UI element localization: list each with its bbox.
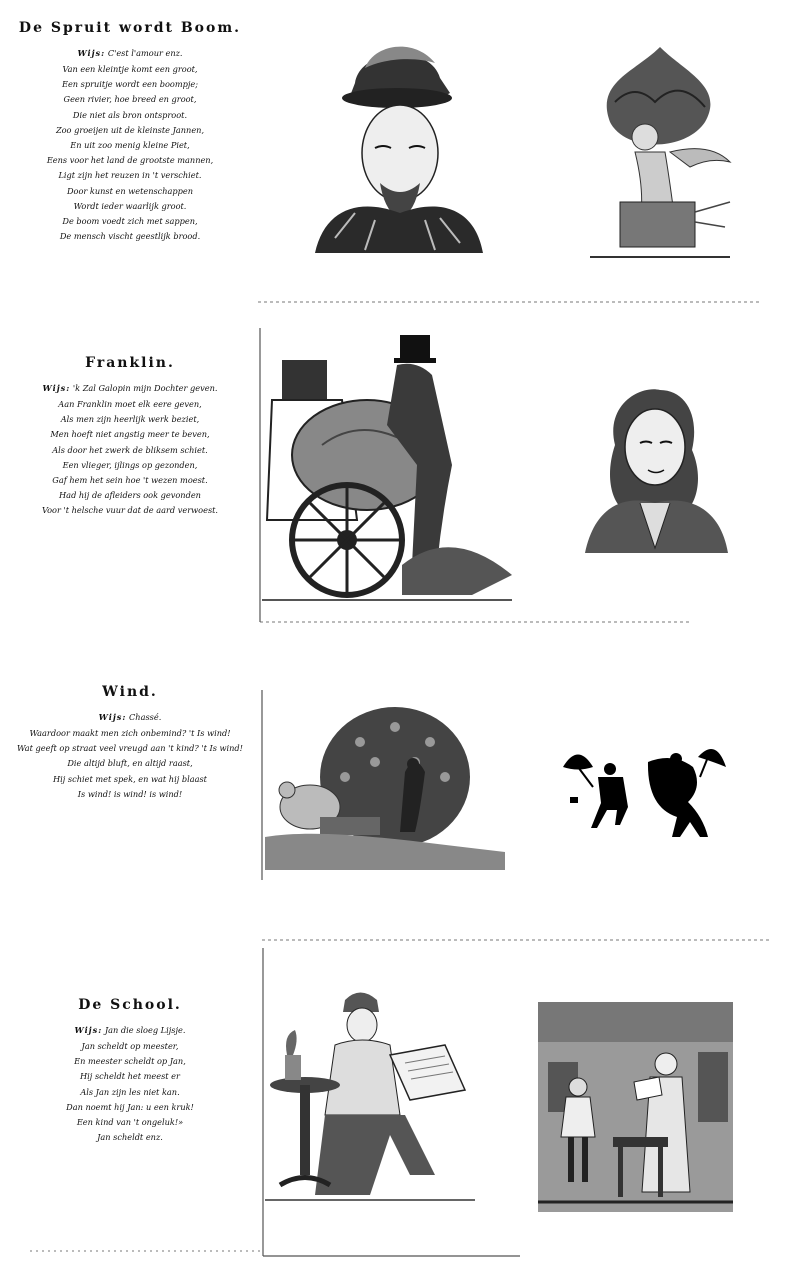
poem-block xyxy=(0,20,260,244)
tune-label: Wijs: xyxy=(98,712,127,722)
verse-line: Jan scheldt enz. xyxy=(97,1132,163,1143)
verse-line: Een spruitje wordt een boompje; xyxy=(61,79,199,90)
man-reading-newspaper-at-table xyxy=(265,985,480,1210)
verse-line: Wordt ieder waarlijk groot. xyxy=(73,200,187,211)
verse-line: En uit zoo menig kleine Piet, xyxy=(70,140,190,151)
verse-line: Geen rivier, hoe breed en groot, xyxy=(63,94,197,105)
tune-line xyxy=(0,1025,260,1035)
peacock-and-hen xyxy=(265,702,510,872)
verse-line: Als Jan zijn les niet kan. xyxy=(80,1086,180,1097)
poem-title: Wind. xyxy=(102,684,158,700)
poem-title: De School. xyxy=(78,997,182,1013)
section-de-spruit-wordt-boom xyxy=(0,0,795,300)
verse-line: Van een kleintje komt een groot, xyxy=(62,64,198,74)
silhouette-people-umbrellas-in-wind xyxy=(558,747,728,842)
section-de-school xyxy=(0,940,795,1260)
poem-block xyxy=(0,355,260,519)
verse-line: Eens voor het land de grootste mannen, xyxy=(46,155,214,166)
verse-line: Die altijd bluft, en altijd raast, xyxy=(67,758,193,769)
verse-line: Ligt zijn het reuzen in 't verschiet. xyxy=(58,170,202,181)
verse-line: Dan noemt hij Jan: u een kruk! xyxy=(66,1101,194,1112)
verse-line: Is wind! is wind! is wind! xyxy=(77,788,183,799)
poem-title: Franklin. xyxy=(85,355,175,371)
verse-line: Een kind van 't ongeluk!» xyxy=(76,1117,184,1128)
verse-line: Gaf hem het sein hoe 't wezen moest. xyxy=(52,475,208,486)
verse-line: Een vlieger, ijlings op gezonden, xyxy=(62,459,198,470)
tune-name: C'est l'amour enz. xyxy=(107,48,183,58)
poem-title: De Spruit wordt Boom. xyxy=(18,20,242,36)
tune-name: Jan die sloeg Lijsje. xyxy=(104,1025,186,1035)
portrait-benjamin-franklin xyxy=(580,385,730,555)
poem-verse xyxy=(0,62,260,244)
verse-line: De boom voedt zich met sappen, xyxy=(62,216,198,227)
verse-line: Aan Franklin moet elk eere geven, xyxy=(58,399,202,409)
section-wind xyxy=(0,622,795,940)
verse-line: En meester scheldt op Jan, xyxy=(74,1056,186,1067)
portrait-man-feathered-hat xyxy=(305,38,485,258)
schoolmaster-classroom-scene xyxy=(538,1002,733,1212)
tune-name: 'k Zal Galopin mijn Dochter geven. xyxy=(72,383,218,393)
verse-line: Hij schiet met spek, en wat hij blaast xyxy=(53,773,207,784)
verse-line: Als men zijn heerlijk werk beziet, xyxy=(60,414,200,425)
cupid-with-tree-sapling xyxy=(575,42,745,272)
verse-line: Had hij de afleiders ook gevonden xyxy=(59,490,201,501)
tune-label: Wijs: xyxy=(77,48,106,58)
tune-label: Wijs: xyxy=(42,383,71,393)
verse-line: De mensch vischt geestlijk brood. xyxy=(59,231,201,242)
footer-decorative-marks xyxy=(30,1248,260,1254)
section-franklin xyxy=(0,300,795,622)
poem-verse xyxy=(0,397,260,519)
poem-verse xyxy=(0,726,260,802)
verse-line: Voor 't helsche vuur dat de aard verwoest. xyxy=(41,505,219,516)
poem-block xyxy=(0,684,260,802)
man-with-electrical-machine-cart xyxy=(262,325,517,605)
verse-line: Jan scheldt op meester, xyxy=(81,1041,179,1051)
poem-verse xyxy=(0,1039,260,1145)
tune-line xyxy=(0,383,260,393)
verse-line: Wat geeft op straat veel vreugd aan 't kind? 't Is wind! xyxy=(17,743,243,754)
verse-line: Men hoeft niet angstig meer te beven, xyxy=(50,429,210,440)
verse-line: Die niet als bron ontsproot. xyxy=(72,109,188,120)
poem-block xyxy=(0,997,260,1145)
tune-label: Wijs: xyxy=(74,1025,103,1035)
tune-line xyxy=(0,48,260,58)
verse-line: Waardoor maakt men zich onbemind? 't Is wind! xyxy=(29,728,231,738)
tune-line xyxy=(0,712,260,722)
verse-line: Door kunst en wetenschappen xyxy=(66,185,194,196)
verse-line: Hij scheldt het meest er xyxy=(80,1071,180,1082)
verse-line: Als door het zwerk de bliksem schiet. xyxy=(52,444,208,455)
verse-line: Zoo groeijen uit de kleinste Jannen, xyxy=(55,124,205,135)
tune-name: Chassé. xyxy=(129,712,162,722)
